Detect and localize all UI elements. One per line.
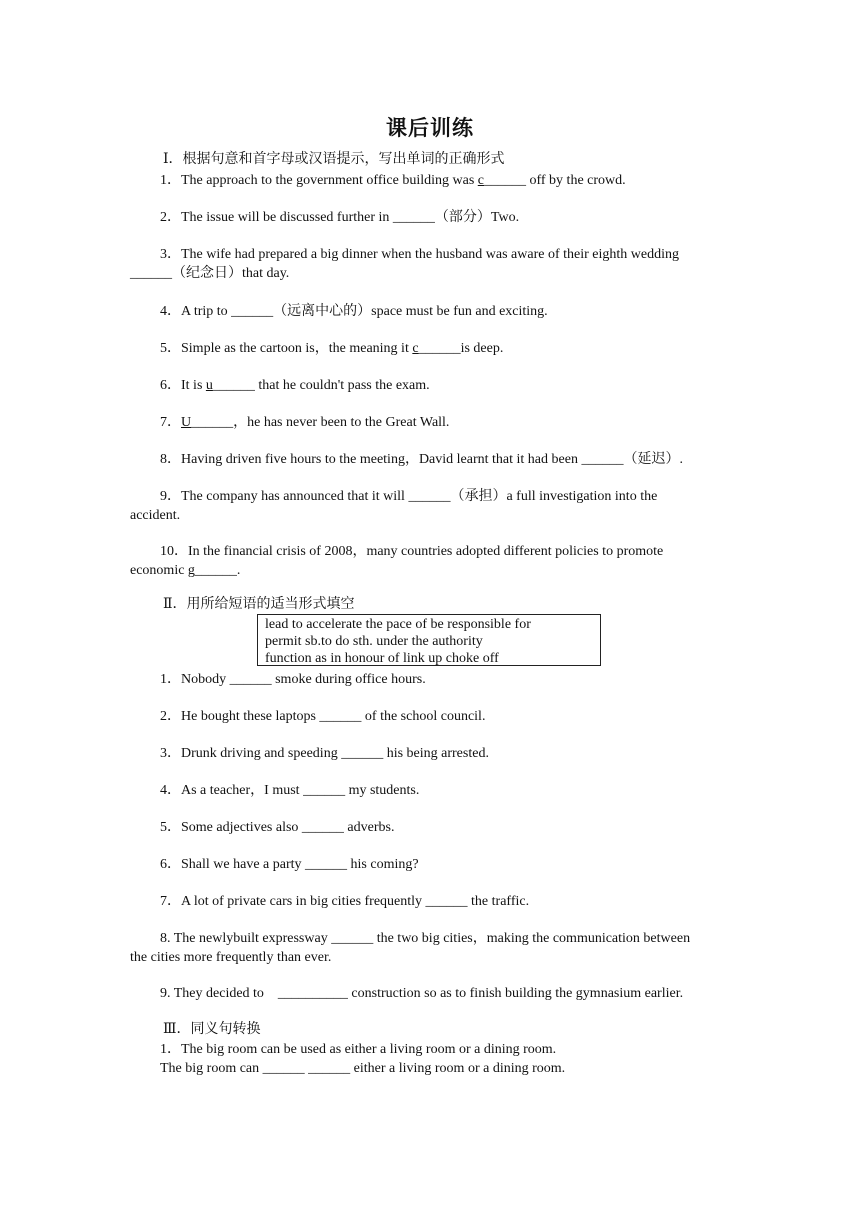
question-text: The newlybuilt expressway ______ the two big cities，making the communication between: [170, 931, 691, 946]
s2-question-6: [160, 855, 419, 874]
question-text: As a teacher，I must ______ my students.: [181, 783, 420, 798]
s1-question-9: [160, 487, 732, 506]
s1-question-8: [160, 450, 683, 469]
question-text: The company has announced that it will ______（承担）a full investigation into the: [181, 489, 658, 504]
question-number: 2．: [160, 210, 181, 225]
question-text: ______is deep.: [418, 341, 504, 356]
question-number: 8．: [160, 452, 181, 467]
question-text: In the financial crisis of 2008，many countries adopted different policies to promote: [188, 544, 664, 559]
question-text: economic: [130, 563, 188, 578]
s1-question-9-cont: accident.: [130, 508, 181, 523]
question-number: 9．: [160, 489, 181, 504]
phrase-box-line: permit sb.to do sth. under the authority: [265, 634, 483, 649]
question-text: Simple as the cartoon is，the meaning it: [181, 341, 413, 356]
question-text: The big room can be used as either a living room or a dining room.: [181, 1042, 557, 1057]
question-text: Shall we have a party ______ his coming?: [181, 857, 419, 872]
question-text: Drunk driving and speeding ______ his being arrested.: [181, 746, 489, 761]
s1-question-3: [160, 245, 732, 264]
question-number: 7．: [160, 415, 181, 430]
question-text: A trip to ______（远离中心的）space must be fun and exciting.: [181, 304, 548, 319]
s1-question-10-cont: [130, 561, 240, 580]
question-text: Nobody ______ smoke during office hours.: [181, 672, 426, 687]
hint-letter: c: [412, 341, 419, 356]
s2-question-9: [160, 984, 683, 1003]
section-2-heading: Ⅱ．用所给短语的适当形式填空: [163, 597, 355, 612]
question-text: The approach to the government office building was: [181, 173, 478, 188]
question-text: Some adjectives also ______ adverbs.: [181, 820, 395, 835]
s2-question-1: [160, 670, 426, 689]
question-text: It is: [181, 378, 206, 393]
question-number: 4．: [160, 304, 181, 319]
s1-question-7: [160, 413, 449, 432]
question-number: 6．: [160, 857, 181, 872]
phrase-box-line: lead to accelerate the pace of be responsible for: [265, 617, 531, 632]
question-text: The wife had prepared a big dinner when the husband was aware of their eighth wedding: [181, 247, 679, 262]
s1-question-3-cont: ______（纪念日）that day.: [130, 266, 290, 281]
s1-question-6: [160, 376, 430, 395]
question-text: A lot of private cars in big cities frequently ______ the traffic.: [181, 894, 530, 909]
s2-question-2: [160, 707, 485, 726]
question-number: 2．: [160, 709, 181, 724]
section-3-heading: Ⅲ．同义句转换: [163, 1022, 261, 1037]
question-text: They decided to __________ construction so as to finish building the gymnasium earlier.: [170, 986, 684, 1001]
question-number: 1．: [160, 672, 181, 687]
question-number: 3．: [160, 247, 181, 262]
s2-question-8: [160, 929, 732, 948]
phrase-box: [257, 614, 601, 666]
question-number: 1．: [160, 1042, 181, 1057]
question-number: 5．: [160, 341, 181, 356]
s3-question-1-rewrite: The big room can ______ ______ either a living room or a dining room.: [160, 1061, 566, 1076]
question-number: 6．: [160, 378, 181, 393]
s2-question-7: [160, 892, 529, 911]
question-text: ______，he has never been to the Great Wall.: [191, 415, 450, 430]
question-number: 4．: [160, 783, 181, 798]
question-number: 9.: [160, 986, 171, 1001]
hint-letter: U: [181, 415, 192, 430]
question-number: 10．: [160, 544, 188, 559]
question-text: ______ that he couldn't pass the exam.: [212, 378, 430, 393]
hint-letter: u: [205, 378, 213, 393]
question-number: 8.: [160, 931, 171, 946]
question-text: Having driven five hours to the meeting，David learnt that it had been ______（延迟）.: [181, 452, 683, 467]
s1-question-5: [160, 339, 503, 358]
page-title: 课后训练: [386, 116, 474, 140]
question-text: ______ off by the crowd.: [483, 173, 626, 188]
question-number: 3．: [160, 746, 181, 761]
s2-question-5: [160, 818, 394, 837]
s2-question-4: [160, 781, 419, 800]
hint-letter: c: [477, 173, 484, 188]
s1-question-2: [160, 208, 519, 227]
s1-question-10: [160, 542, 732, 561]
s2-question-8-cont: the cities more frequently than ever.: [130, 950, 332, 965]
s3-question-1: [160, 1040, 556, 1059]
section-1-heading: Ⅰ．根据句意和首字母或汉语提示，写出单词的正确形式: [163, 152, 505, 167]
hint-letter: g: [187, 563, 195, 578]
s1-question-4: [160, 302, 548, 321]
question-number: 7．: [160, 894, 181, 909]
question-number: 5．: [160, 820, 181, 835]
s1-question-1: [160, 171, 626, 190]
question-text: The issue will be discussed further in ______（部分）Two.: [181, 210, 520, 225]
question-number: 1．: [160, 173, 181, 188]
question-text: He bought these laptops ______ of the school council.: [181, 709, 486, 724]
question-text: ______.: [194, 563, 241, 578]
phrase-box-line: function as in honour of link up choke off: [265, 651, 499, 666]
s2-question-3: [160, 744, 489, 763]
